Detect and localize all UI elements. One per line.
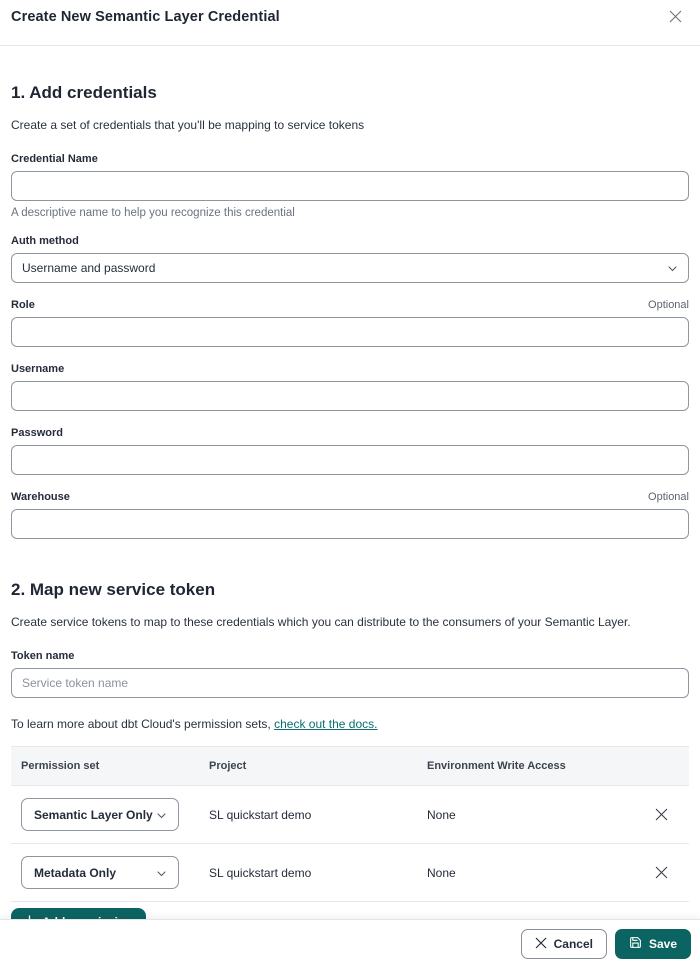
section-map-service-token <box>11 580 689 935</box>
section1-heading: 1. Add credentials <box>11 83 157 102</box>
role-optional-tag: Optional <box>648 299 689 311</box>
modal-footer <box>0 919 700 968</box>
token-name-input[interactable] <box>11 668 689 698</box>
username-input[interactable] <box>11 381 689 411</box>
role-label: Role <box>11 299 35 311</box>
auth-method-select[interactable]: Username and password <box>11 253 689 283</box>
close-icon <box>655 809 668 824</box>
section1-description: Create a set of credentials that you'll be mapping to service tokens <box>11 118 365 132</box>
role-input[interactable] <box>11 317 689 347</box>
username-field-group <box>11 363 689 411</box>
cancel-label: Cancel <box>553 937 593 951</box>
permission-set-value: Semantic Layer Only <box>34 807 153 822</box>
chevron-down-icon <box>157 808 166 822</box>
docs-link[interactable]: check out the docs. <box>274 717 378 731</box>
password-field-group <box>11 427 689 475</box>
warehouse-input[interactable] <box>11 509 689 539</box>
role-field-group <box>11 299 689 347</box>
remove-row-button[interactable] <box>651 804 672 825</box>
credential-name-field-group <box>11 153 689 219</box>
warehouse-optional-tag: Optional <box>648 491 689 503</box>
credential-name-label: Credential Name <box>11 153 98 165</box>
column-header-environment-write-access: Environment Write Access <box>427 760 566 772</box>
environment-write-access-cell: None <box>427 865 456 880</box>
column-header-permission-set: Permission set <box>21 760 100 772</box>
cancel-button[interactable] <box>521 929 607 959</box>
password-label: Password <box>11 427 63 439</box>
section2-description: Create service tokens to map to these credentials which you can distribute to the consumers of your Semantic Layer. <box>11 615 631 629</box>
permission-table <box>11 746 689 902</box>
warehouse-label: Warehouse <box>11 491 70 503</box>
close-icon <box>655 867 668 882</box>
permission-set-value: Metadata Only <box>34 865 117 880</box>
auth-method-label: Auth method <box>11 235 79 247</box>
credential-name-input[interactable] <box>11 171 689 201</box>
table-row <box>11 844 689 902</box>
permission-set-select[interactable] <box>21 856 179 889</box>
token-name-field-group <box>11 650 689 698</box>
column-header-project: Project <box>209 760 247 772</box>
project-cell: SL quickstart demo <box>209 865 312 880</box>
remove-row-button[interactable] <box>651 862 672 883</box>
modal-body <box>0 46 700 935</box>
username-label: Username <box>11 363 65 375</box>
permission-set-select[interactable] <box>21 798 179 831</box>
save-disk-icon <box>629 936 642 952</box>
chevron-down-icon <box>668 259 677 277</box>
close-button[interactable] <box>667 8 684 25</box>
save-button[interactable] <box>615 929 691 959</box>
docs-text: To learn more about dbt Cloud's permission sets, <box>11 717 275 731</box>
credential-name-helper: A descriptive name to help you recognize this credential <box>11 207 295 219</box>
close-icon <box>669 11 682 26</box>
environment-write-access-cell: None <box>427 807 456 822</box>
save-label: Save <box>648 937 677 951</box>
table-row <box>11 786 689 844</box>
token-name-label: Token name <box>11 650 75 662</box>
project-cell: SL quickstart demo <box>209 807 312 822</box>
modal-title: Create New Semantic Layer Credential <box>11 9 280 25</box>
close-icon <box>535 937 547 952</box>
auth-method-field-group <box>11 235 689 283</box>
chevron-down-icon <box>157 866 166 880</box>
password-input[interactable] <box>11 445 689 475</box>
section-add-credentials <box>11 83 689 539</box>
warehouse-field-group <box>11 491 689 539</box>
modal-header <box>0 0 700 46</box>
permission-table-header <box>11 746 689 786</box>
docs-line <box>11 717 689 731</box>
section2-heading: 2. Map new service token <box>11 580 216 599</box>
